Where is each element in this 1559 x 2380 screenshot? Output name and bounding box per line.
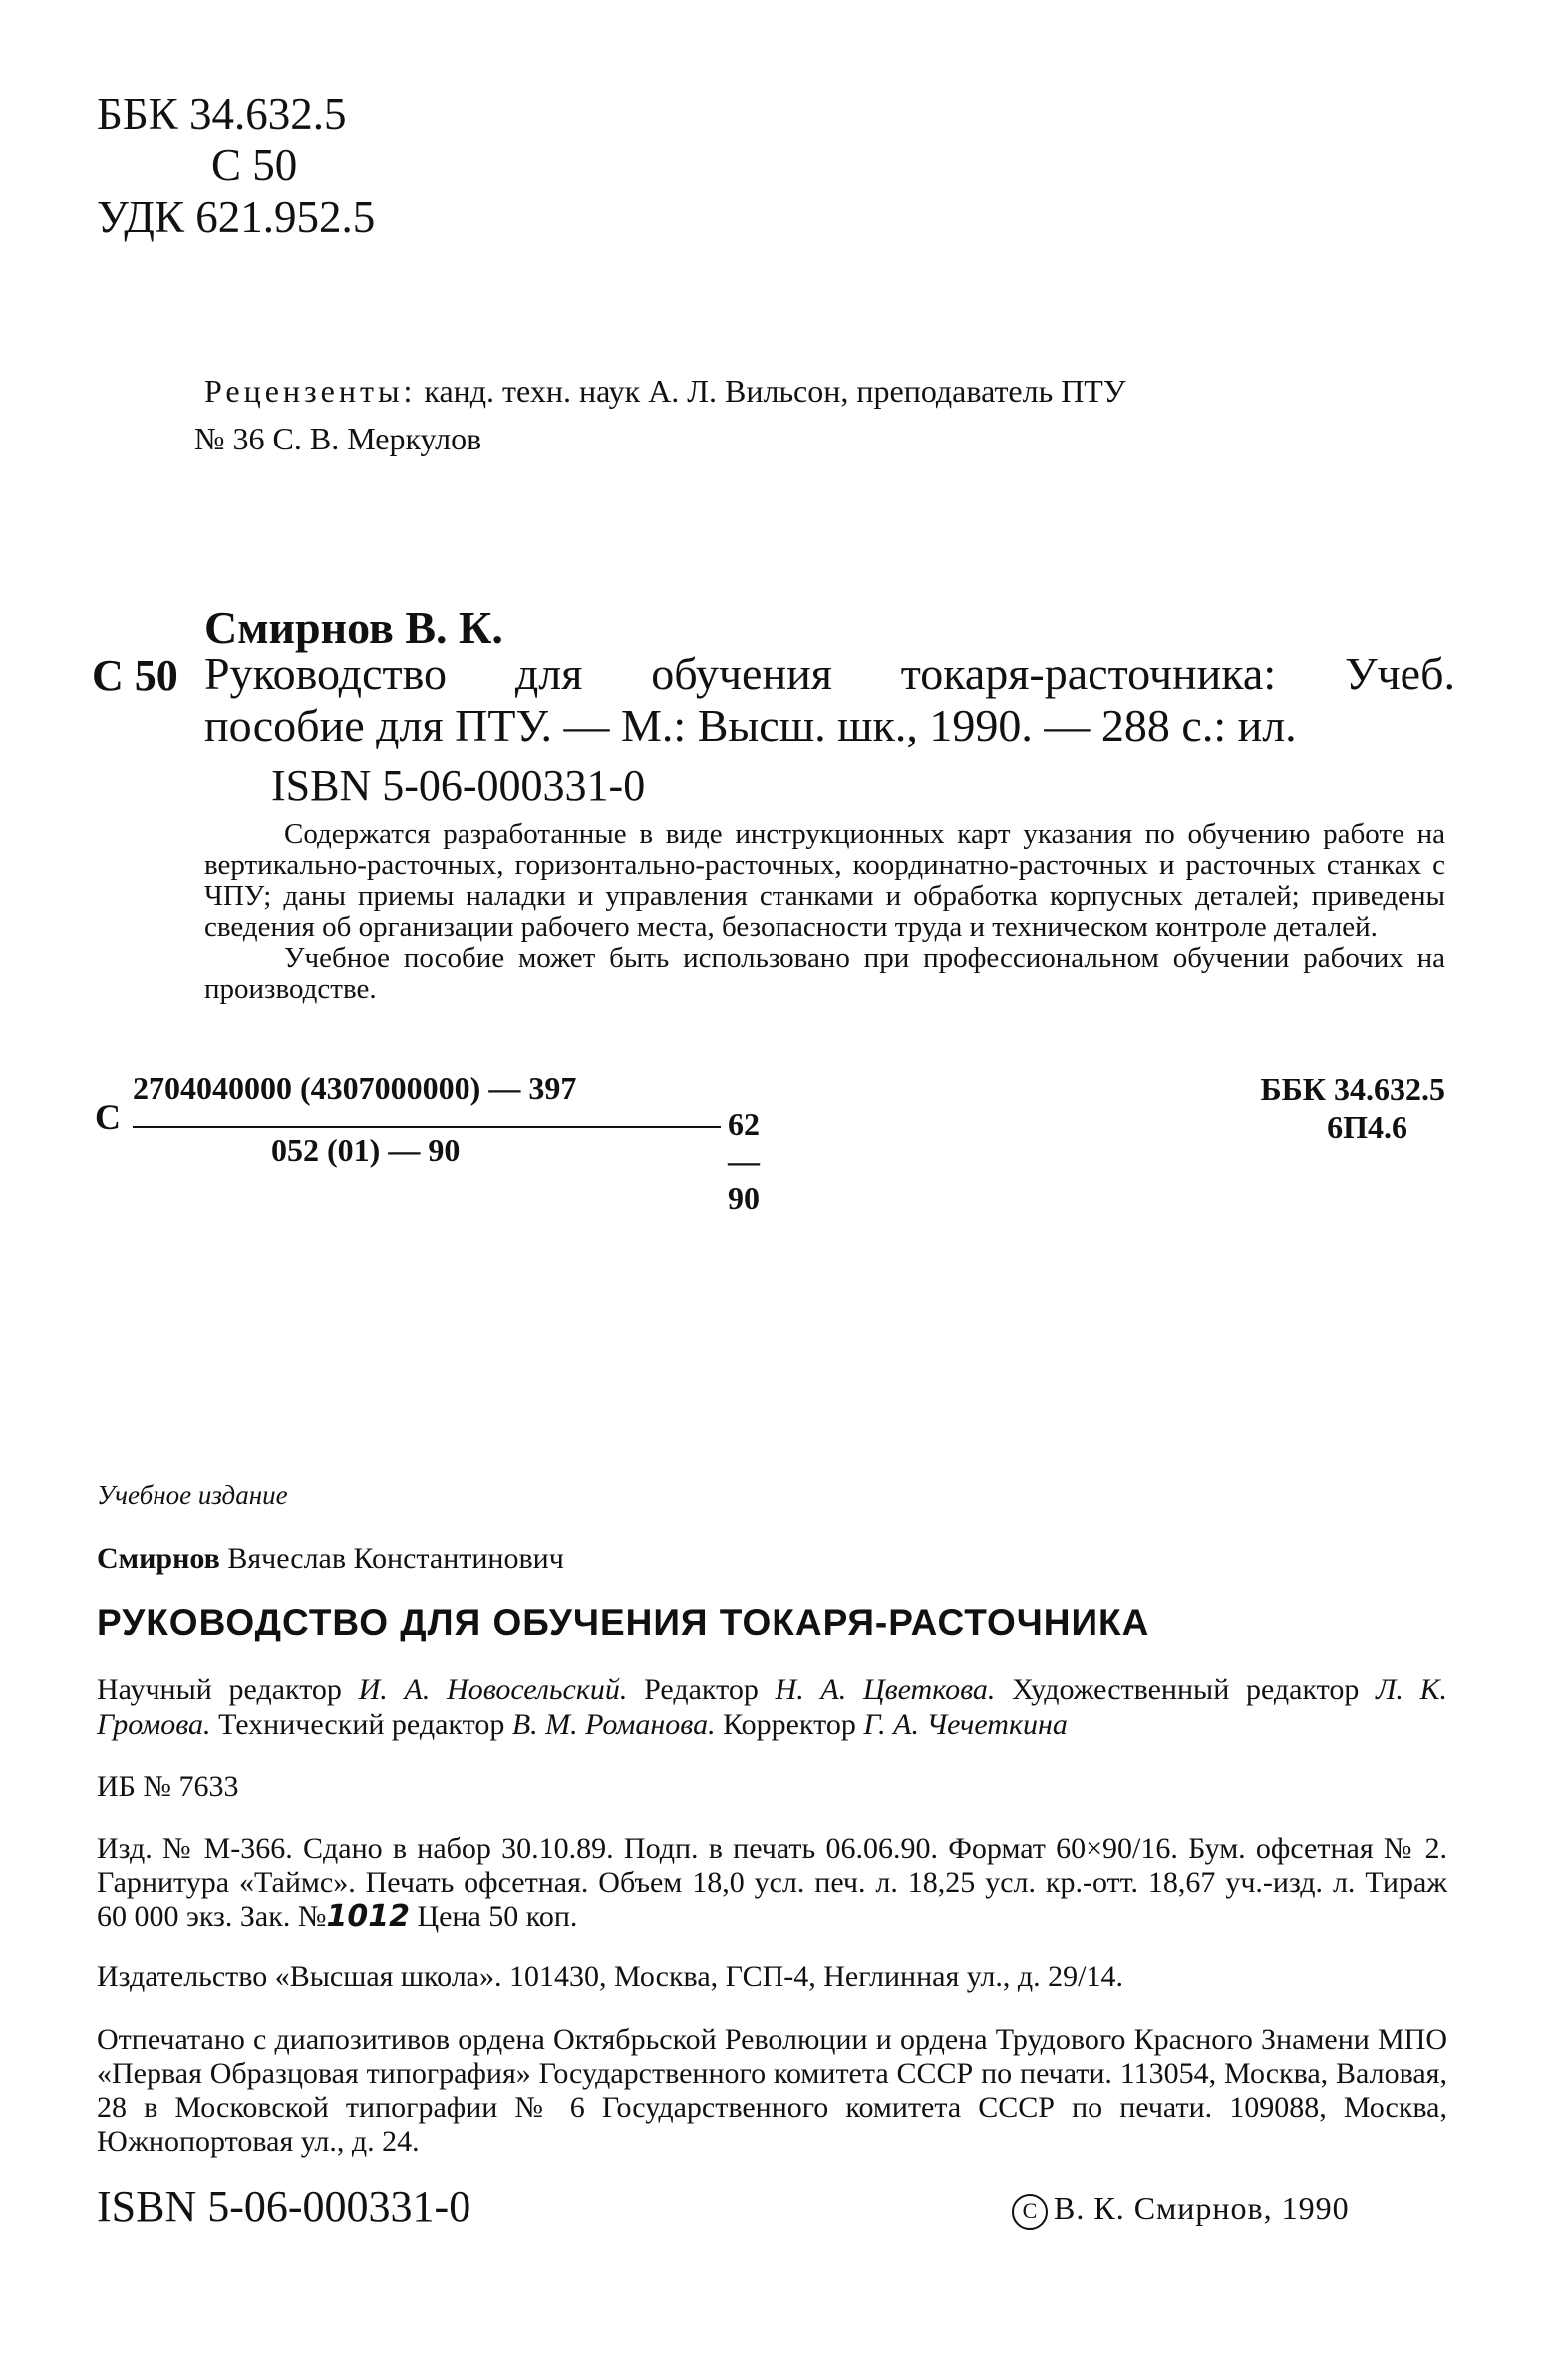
fraction-suffix: 62 — 90	[728, 1106, 760, 1216]
abstract-paragraph-2: Учебное пособие может быть использовано при профессиональном обучении рабочих на производстве.	[204, 942, 1445, 1005]
editors	[97, 1672, 1447, 1742]
author-full	[97, 1542, 564, 1576]
publisher: Издательство «Высшая школа». 101430, Москва, ГСП-4, Неглинная ул., д. 29/14.	[97, 1960, 1124, 1993]
author-surname: Смирнов	[97, 1542, 220, 1575]
order-number: 1012	[326, 1899, 410, 1934]
reviewers-label: Рецензенты:	[204, 373, 417, 409]
classification-fraction	[95, 1066, 782, 1216]
bbk-right-2: 6П4.6	[1327, 1109, 1407, 1145]
fraction-denominator: 052 (01) — 90	[271, 1132, 461, 1168]
scientific-editor-label: Научный редактор	[97, 1673, 342, 1706]
book-title-line-2: пособие для ПТУ. — М.: Высш. шк., 1990. — 288 с.: ил.	[204, 700, 1297, 750]
copyright-text: В. К. Смирнов, 1990	[1054, 2190, 1350, 2226]
corrector-label: Корректор	[723, 1708, 856, 1741]
book-title-line-1: Руководство для обучения токаря-расточника: Учеб.	[204, 648, 1455, 699]
print-details-text: Изд. № М-366. Сдано в набор 30.10.89. Подп. в печать 06.06.90. Формат 60×90/16. Бум. офсетная № 2. Гарнитура «Таймс». Печать офсетная. Объем 18,0 усл. печ. л. 18,25 усл. кр.-отт. 18,67 уч.-изд. л. Тираж 60 000 экз. Зак. №	[97, 1832, 1447, 1933]
copyright	[1012, 2190, 1350, 2230]
corrector: Г. А. Чечеткина	[863, 1708, 1068, 1741]
classification-codes	[97, 88, 375, 243]
editor-label: Редактор	[644, 1673, 759, 1706]
fraction-letter: С	[95, 1097, 121, 1137]
author-short: Смирнов В. К.	[204, 602, 503, 653]
art-editor-label: Художественный редактор	[1012, 1673, 1360, 1706]
fraction-line	[133, 1126, 721, 1128]
print-details	[97, 1832, 1447, 1934]
isbn-top: ISBN 5-06-000331-0	[271, 761, 646, 810]
editor: Н. А. Цветкова.	[775, 1673, 996, 1706]
tech-editor: В. М. Романова.	[511, 1708, 716, 1741]
reviewers-text-2: № 36 С. В. Меркулов	[194, 421, 482, 456]
reviewers	[194, 367, 1445, 462]
price: Цена 50 коп.	[417, 1900, 578, 1933]
copyright-icon: С	[1012, 2194, 1048, 2230]
bbk-code: ББК 34.632.5	[97, 89, 347, 139]
catalog-index: С 50	[92, 651, 178, 700]
abstract	[204, 819, 1445, 1005]
edition-type: Учебное издание	[97, 1480, 288, 1510]
ib-number: ИБ № 7633	[97, 1770, 239, 1803]
isbn-bottom: ISBN 5-06-000331-0	[97, 2182, 471, 2231]
art-editor: Л. К. Громова.	[97, 1673, 1448, 1741]
author-given-names: Вячеслав Константинович	[227, 1542, 564, 1575]
caps-title: РУКОВОДСТВО ДЛЯ ОБУЧЕНИЯ ТОКАРЯ-РАСТОЧНИКА	[97, 1602, 1150, 1642]
reviewers-text-1: канд. техн. наук А. Л. Вильсон, преподаватель ПТУ	[424, 373, 1126, 409]
printing-house: Отпечатано с диапозитивов ордена Октябрьской Революции и ордена Трудового Красного Знамени МПО «Первая Образцовая типография» Государственного комитета СССР по печати. 113054, Москва, Валовая, 28 в Московской типографии № 6 Государственного комитета СССР по печати. 109088, Москва, Южнопортовая ул., д. 24.	[97, 2023, 1447, 2158]
fraction-numerator: 2704040000 (4307000000) — 397	[133, 1070, 577, 1106]
tech-editor-label: Технический редактор	[218, 1708, 505, 1741]
c-code: С 50	[211, 141, 298, 190]
udk-code: УДК 621.952.5	[97, 192, 376, 242]
abstract-paragraph-1: Содержатся разработанные в виде инструкционных карт указания по обучению работе на вертикально-расточных, горизонтально-расточных, координатно-расточных и расточных станках с ЧПУ; даны приемы наладки и управления станками и обработка корпусных деталей; приведены сведения об организации рабочего места, безопасности труда и техническом контроле деталей.	[204, 818, 1445, 943]
bbk-right	[1191, 1070, 1445, 1146]
bbk-right-1: ББК 34.632.5	[1260, 1071, 1445, 1107]
scientific-editor: И. А. Новосельский.	[358, 1673, 628, 1706]
